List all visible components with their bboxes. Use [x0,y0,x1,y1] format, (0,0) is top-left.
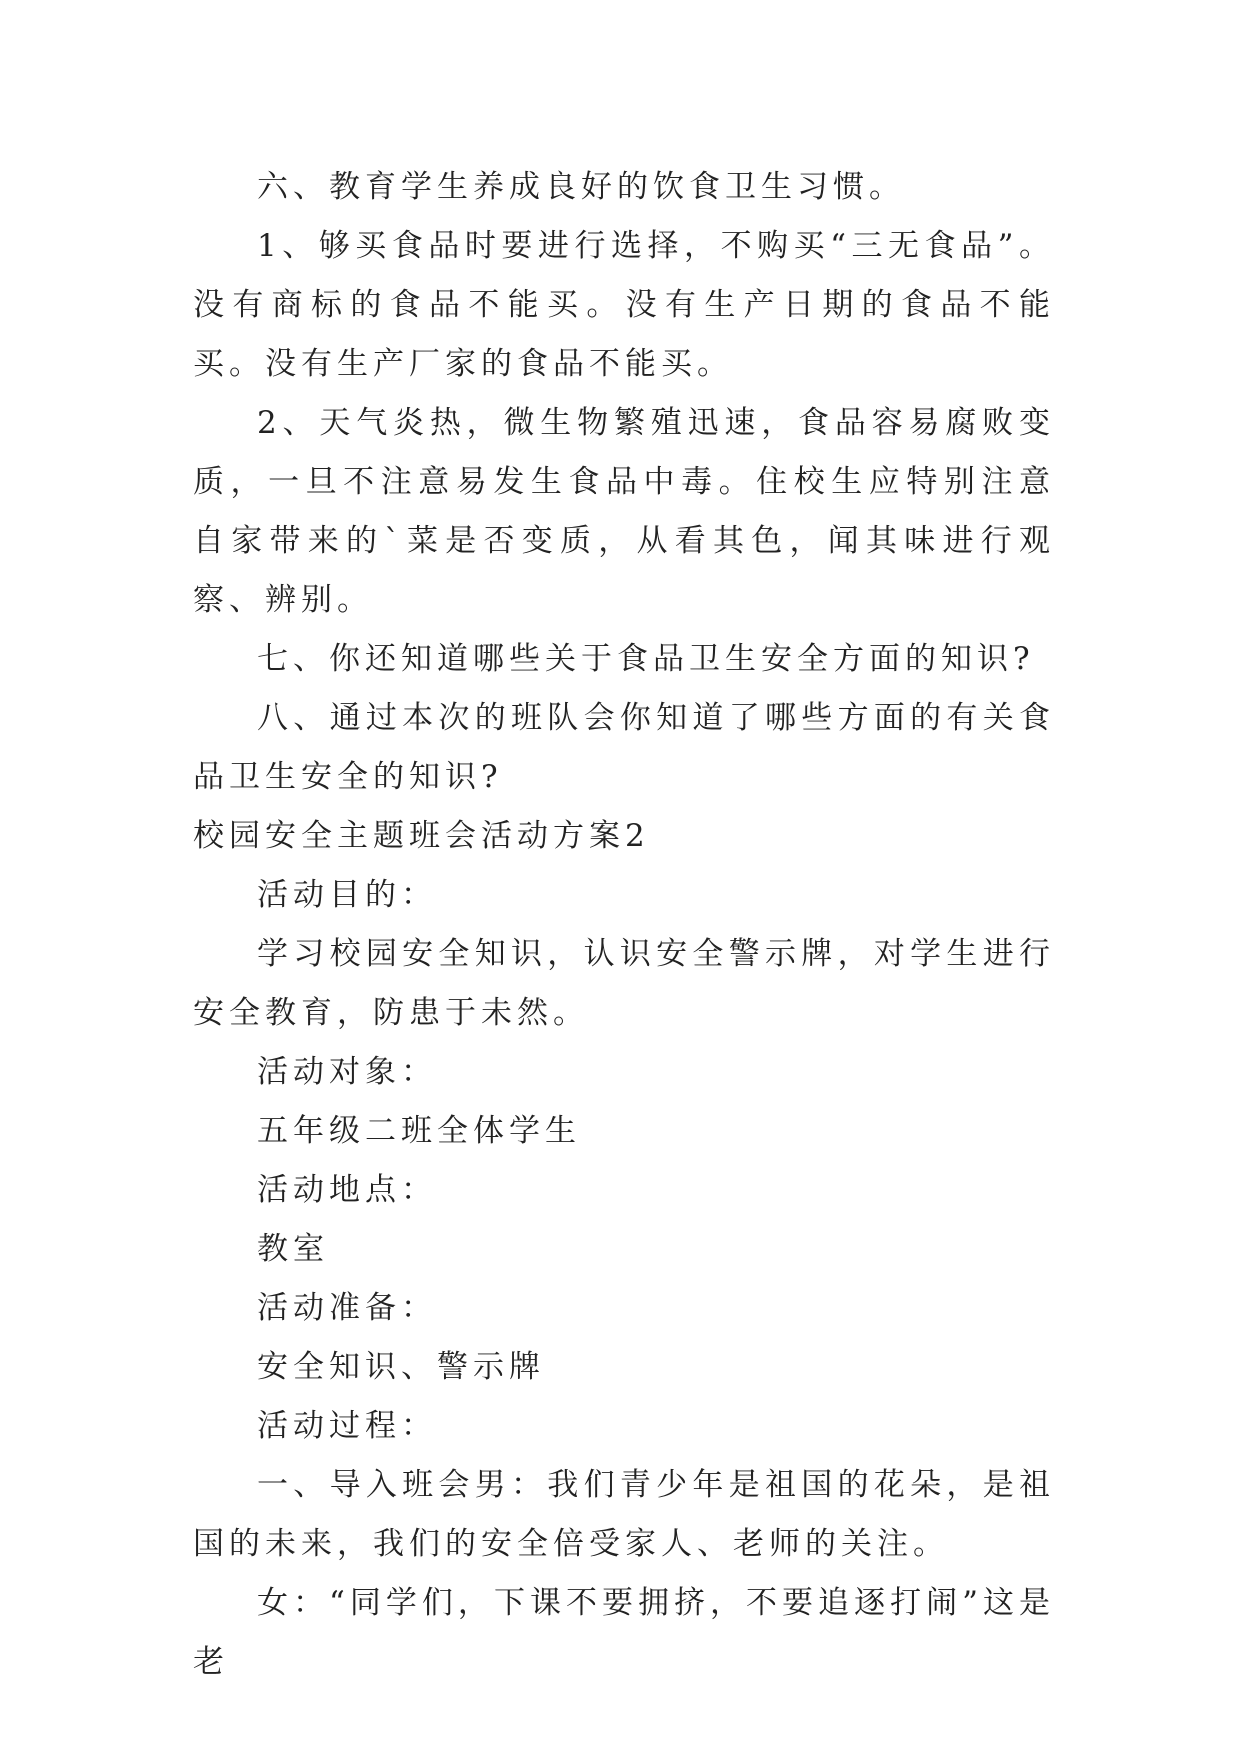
paragraph-item-1: 1、够买食品时要进行选择，不购买“三无食品”。没有商标的食品不能买。没有生产日期的食品不能买。没有生产厂家的食品不能买。 [193,228,1055,382]
label-activity-location: 活动地点： [257,1172,437,1208]
label-activity-goal: 活动目的： [257,877,437,913]
paragraph-activity-location: 教室 [257,1231,329,1267]
paragraph-intro-male: 一、导入班会男：我们青少年是祖国的花朵，是祖国的未来，我们的安全倍受家人、老师的关注。 [193,1467,1055,1562]
paragraph-activity-target: 五年级二班全体学生 [257,1113,581,1149]
paragraph-section-8: 八、通过本次的班队会你知道了哪些方面的有关食品卫生安全的知识? [193,700,1055,795]
paragraph-item-2: 2、天气炎热，微生物繁殖迅速，食品容易腐败变质，一旦不注意易发生食品中毒。住校生应特别注意自家带来的`菜是否变质，从看其色，闻其味进行观察、辨别。 [193,405,1055,618]
paragraph-activity-preparation: 安全知识、警示牌 [257,1349,545,1385]
paragraph-section-7: 七、你还知道哪些关于食品卫生安全方面的知识? [257,641,1035,677]
paragraph-activity-goal: 学习校园安全知识，认识安全警示牌，对学生进行安全教育，防患于未然。 [193,936,1055,1031]
paragraph-section-6: 六、教育学生养成良好的饮食卫生习惯。 [257,169,905,205]
section-heading: 校园安全主题班会活动方案2 [193,818,650,854]
label-activity-process: 活动过程： [257,1408,437,1444]
label-activity-target: 活动对象： [257,1054,437,1090]
paragraph-intro-female: 女：“同学们，下课不要拥挤，不要追逐打闹”这是老 [193,1585,1055,1680]
label-activity-preparation: 活动准备： [257,1290,437,1326]
document-body [193,158,1055,1692]
